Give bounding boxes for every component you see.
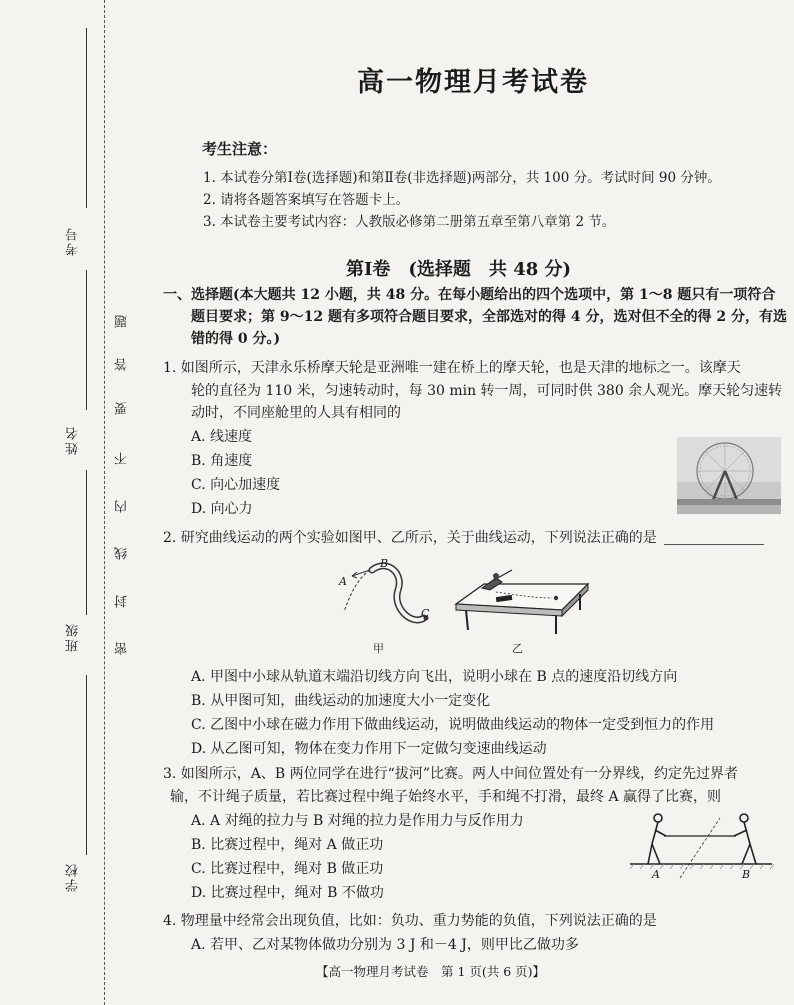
binding-dashed-line	[104, 0, 105, 1005]
page-footer: 【高一物理月考试卷 第 1 页(共 6 页)】	[316, 964, 546, 979]
question-3-option-a: A. A 对绳的拉力与 B 对绳的拉力是作用力与反作用力	[191, 813, 524, 829]
question-3-option-b: B. 比赛过程中，绳对 A 做正功	[191, 837, 384, 853]
question-1-text: 1. 如图所示，天津永乐桥摩天轮是亚洲唯一建在桥上的摩天轮，也是天津的地标之一。该摩天	[163, 360, 741, 376]
seal-char: 线	[115, 547, 130, 560]
figure-label: C	[421, 607, 430, 620]
magnet-table-figure	[452, 562, 592, 640]
notice-heading: 考生注意：	[202, 140, 278, 158]
kaohao-label: 考号	[66, 226, 81, 256]
question-3-text: 输，不计绳子质量，若比赛过程中绳子始终水平，手和绳不打滑，最终 A 赢得了比赛，则	[170, 789, 722, 805]
question-1-option-a: A. 线速度	[191, 429, 253, 445]
section-instruction: 错的得 0 分。)	[191, 331, 281, 347]
question-1-option-b: B. 角速度	[191, 453, 253, 469]
notice-item: 3. 本试卷主要考试内容：人教版必修第二册第五章至第八章第 2 节。	[203, 214, 616, 230]
seal-char: 题	[115, 315, 130, 328]
banji-field-line	[86, 470, 87, 615]
figure-label: A	[652, 868, 660, 881]
section-instruction: 题目要求；第 9～12 题有多项符合题目要求，全部选对的得 4 分，选对但不全的得 2 分，有选	[191, 309, 787, 325]
figure-caption-jia: 甲	[373, 642, 384, 655]
xingming-field-line	[86, 270, 87, 410]
xuexiao-label: 学校	[66, 862, 81, 892]
xuexiao-field-line	[86, 675, 87, 855]
seal-char: 密	[115, 642, 130, 655]
section-instruction: 一、选择题(本大题共 12 小题，共 48 分。在每小题给出的四个选项中，第 1～8 题只有一项符合	[163, 287, 776, 303]
question-3-option-c: C. 比赛过程中，绳对 B 做正功	[191, 861, 384, 877]
seal-char: 不	[115, 452, 130, 465]
tug-of-war-figure	[628, 808, 774, 880]
ferris-wheel-photo	[677, 437, 781, 514]
question-1-text: 轮的直径为 110 米，匀速转动时，每 30 min 转一周，可同时供 380 余人观光。摩天轮匀速转	[191, 383, 783, 399]
question-1-text: 动时，不同座舱里的人具有相同的	[191, 405, 401, 421]
figure-label: A	[339, 575, 347, 588]
question-2-option-c: C. 乙图中小球在磁力作用下做曲线运动，说明做曲线运动的物体一定受到恒力的作用	[191, 717, 715, 733]
seal-char: 答	[115, 358, 130, 371]
seal-char: 封	[115, 595, 130, 608]
question-4-option-a: A. 若甲、乙对某物体做功分别为 3 J 和－4 J，则甲比乙做功多	[191, 937, 579, 953]
section-title: 第Ⅰ卷 (选择题 共 48 分)	[346, 259, 572, 280]
figure-caption-yi: 乙	[512, 642, 523, 655]
question-1-option-c: C. 向心加速度	[191, 477, 281, 493]
figure-label: B	[380, 557, 389, 570]
question-2-text: 2. 研究曲线运动的两个实验如图甲、乙所示，关于曲线运动，下列说法正确的是	[163, 530, 657, 546]
question-4-text: 4. 物理量中经常会出现负值，比如：负功、重力势能的负值，下列说法正确的是	[163, 913, 657, 929]
banji-label: 班级	[66, 622, 81, 652]
notice-item: 1. 本试卷分第Ⅰ卷(选择题)和第Ⅱ卷(非选择题)两部分，共 100 分。考试时间 90 分钟。	[203, 170, 721, 186]
seal-char: 内	[115, 500, 130, 513]
xingming-label: 姓名	[66, 425, 81, 455]
question-3-option-d: D. 比赛过程中，绳对 B 不做功	[191, 885, 384, 901]
question-2-option-a: A. 甲图中小球从轨道末端沿切线方向飞出，说明小球在 B 点的速度沿切线方向	[191, 669, 678, 685]
question-2-option-d: D. 从乙图可知，物体在变力作用下一定做匀变速曲线运动	[191, 741, 547, 757]
notice-item: 2. 请将各题答案填写在答题卡上。	[203, 192, 410, 208]
kaohao-field-line	[86, 28, 87, 208]
seal-char: 要	[115, 402, 130, 415]
figure-label: B	[742, 868, 751, 881]
question-2-option-b: B. 从甲图可知，曲线运动的加速度大小一定变化	[191, 693, 491, 709]
question-2-underline	[664, 544, 764, 545]
question-1-option-d: D. 向心力	[191, 501, 253, 517]
question-3-text: 3. 如图所示，A、B 两位同学在进行“拔河”比赛。两人中间位置处有一分界线，约定先过界者	[163, 766, 738, 782]
page-title: 高一物理月考试卷	[357, 67, 589, 98]
